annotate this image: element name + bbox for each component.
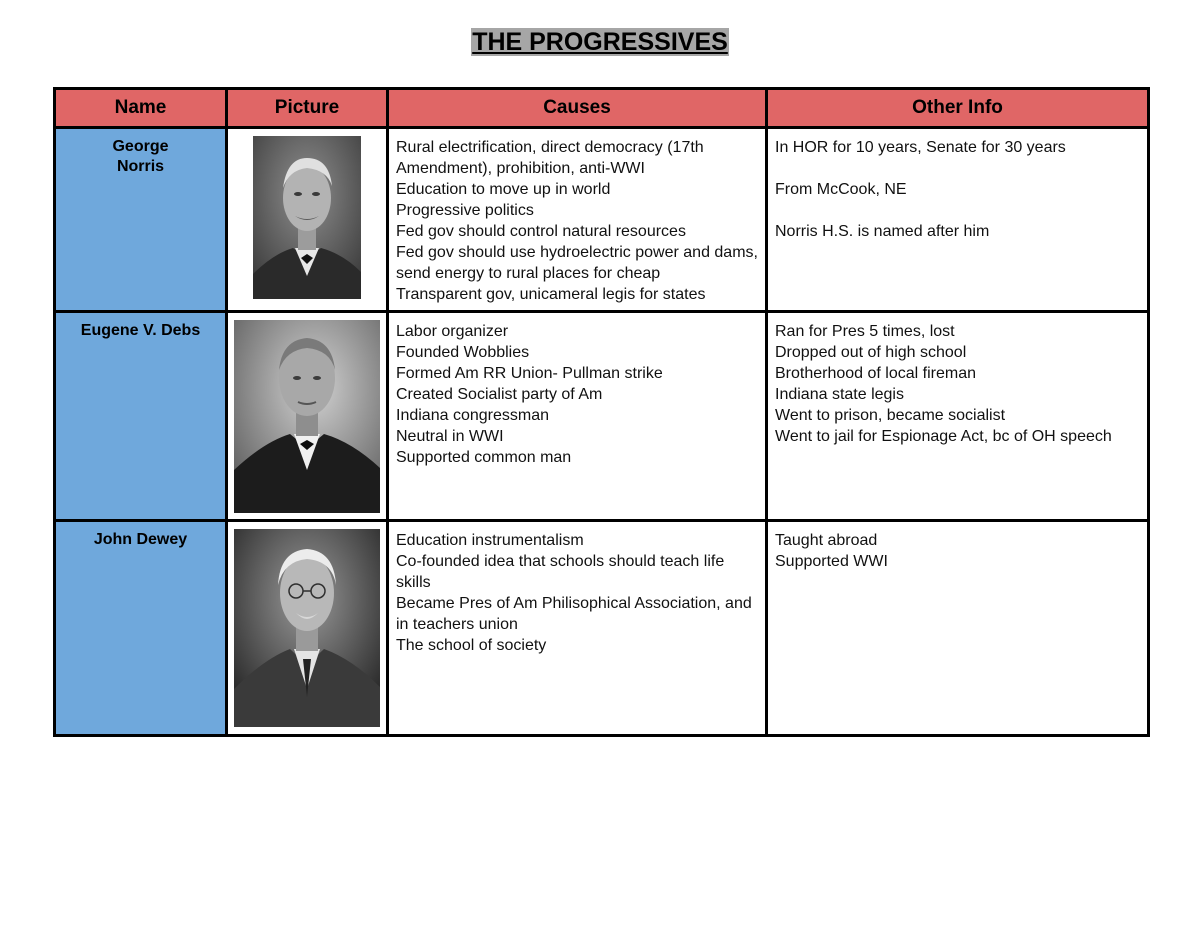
- cause-item: Founded Wobblies: [396, 344, 530, 361]
- cause-item: Education to move up in world: [396, 181, 611, 198]
- portrait-john-dewey: [234, 529, 380, 727]
- cause-item: Fed gov should use hydroelectric power and dams, send energy to rural places for cheap: [396, 244, 758, 282]
- page-title: [0, 26, 1200, 58]
- other-info-item: Taught abroad: [775, 532, 878, 549]
- picture-cell: [227, 128, 388, 312]
- name-cell: [55, 128, 227, 312]
- cause-item: Formed Am RR Union- Pullman strike: [396, 365, 663, 382]
- name-cell: [55, 312, 227, 521]
- header-picture: Picture: [227, 89, 388, 128]
- other-info-cell: [767, 521, 1149, 736]
- other-info-item: In HOR for 10 years, Senate for 30 years: [775, 139, 1066, 156]
- picture-cell: [227, 521, 388, 736]
- name-text: George: [112, 138, 169, 155]
- cause-item: Transparent gov, unicameral legis for states: [396, 286, 706, 303]
- other-info-item: Brotherhood of local fireman: [775, 365, 976, 382]
- other-info-cell: [767, 312, 1149, 521]
- name-cell: [55, 521, 227, 736]
- cause-item: Neutral in WWI: [396, 428, 504, 445]
- causes-cell: [388, 521, 767, 736]
- cause-item: Fed gov should control natural resources: [396, 223, 686, 240]
- header-causes: Causes: [388, 89, 767, 128]
- header-other-info: Other Info: [767, 89, 1149, 128]
- causes-cell: [388, 128, 767, 312]
- name-text: John Dewey: [93, 531, 188, 548]
- causes-cell: [388, 312, 767, 521]
- picture-cell: [227, 312, 388, 521]
- name-text: Eugene V. Debs: [80, 322, 201, 339]
- other-info-item: Supported WWI: [775, 553, 888, 570]
- other-info-item: From McCook, NE: [775, 181, 907, 198]
- other-info-item: Went to jail for Espionage Act, bc of OH speech: [775, 428, 1112, 445]
- other-info-item: Norris H.S. is named after him: [775, 223, 990, 240]
- other-info-item: Dropped out of high school: [775, 344, 967, 361]
- portrait-george-norris: [253, 136, 361, 299]
- header-name: Name: [55, 89, 227, 128]
- table-row: [55, 128, 1149, 312]
- cause-item: Became Pres of Am Philisophical Association, and in teachers union: [396, 595, 752, 633]
- cause-item: Supported common man: [396, 449, 572, 466]
- page-title-text: THE PROGRESSIVES: [472, 28, 728, 56]
- header-row: [55, 89, 1149, 128]
- name-text: Norris: [116, 158, 165, 175]
- other-info-item: Went to prison, became socialist: [775, 407, 1006, 424]
- cause-item: Co-founded idea that schools should teach life skills: [396, 553, 725, 591]
- cause-item: Education instrumentalism: [396, 532, 584, 549]
- cause-item: The school of society: [396, 637, 547, 654]
- other-info-item: Ran for Pres 5 times, lost: [775, 323, 955, 340]
- cause-item: Indiana congressman: [396, 407, 549, 424]
- table-row: [55, 312, 1149, 521]
- table-row: [55, 521, 1149, 736]
- other-info-item: Indiana state legis: [775, 386, 904, 403]
- portrait-eugene-v-debs: [234, 320, 380, 513]
- cause-item: Rural electrification, direct democracy (17th Amendment), prohibition, anti-WWI: [396, 139, 704, 177]
- other-info-cell: [767, 128, 1149, 312]
- progressives-table: [53, 87, 1150, 737]
- cause-item: Progressive politics: [396, 202, 534, 219]
- cause-item: Labor organizer: [396, 323, 509, 340]
- cause-item: Created Socialist party of Am: [396, 386, 603, 403]
